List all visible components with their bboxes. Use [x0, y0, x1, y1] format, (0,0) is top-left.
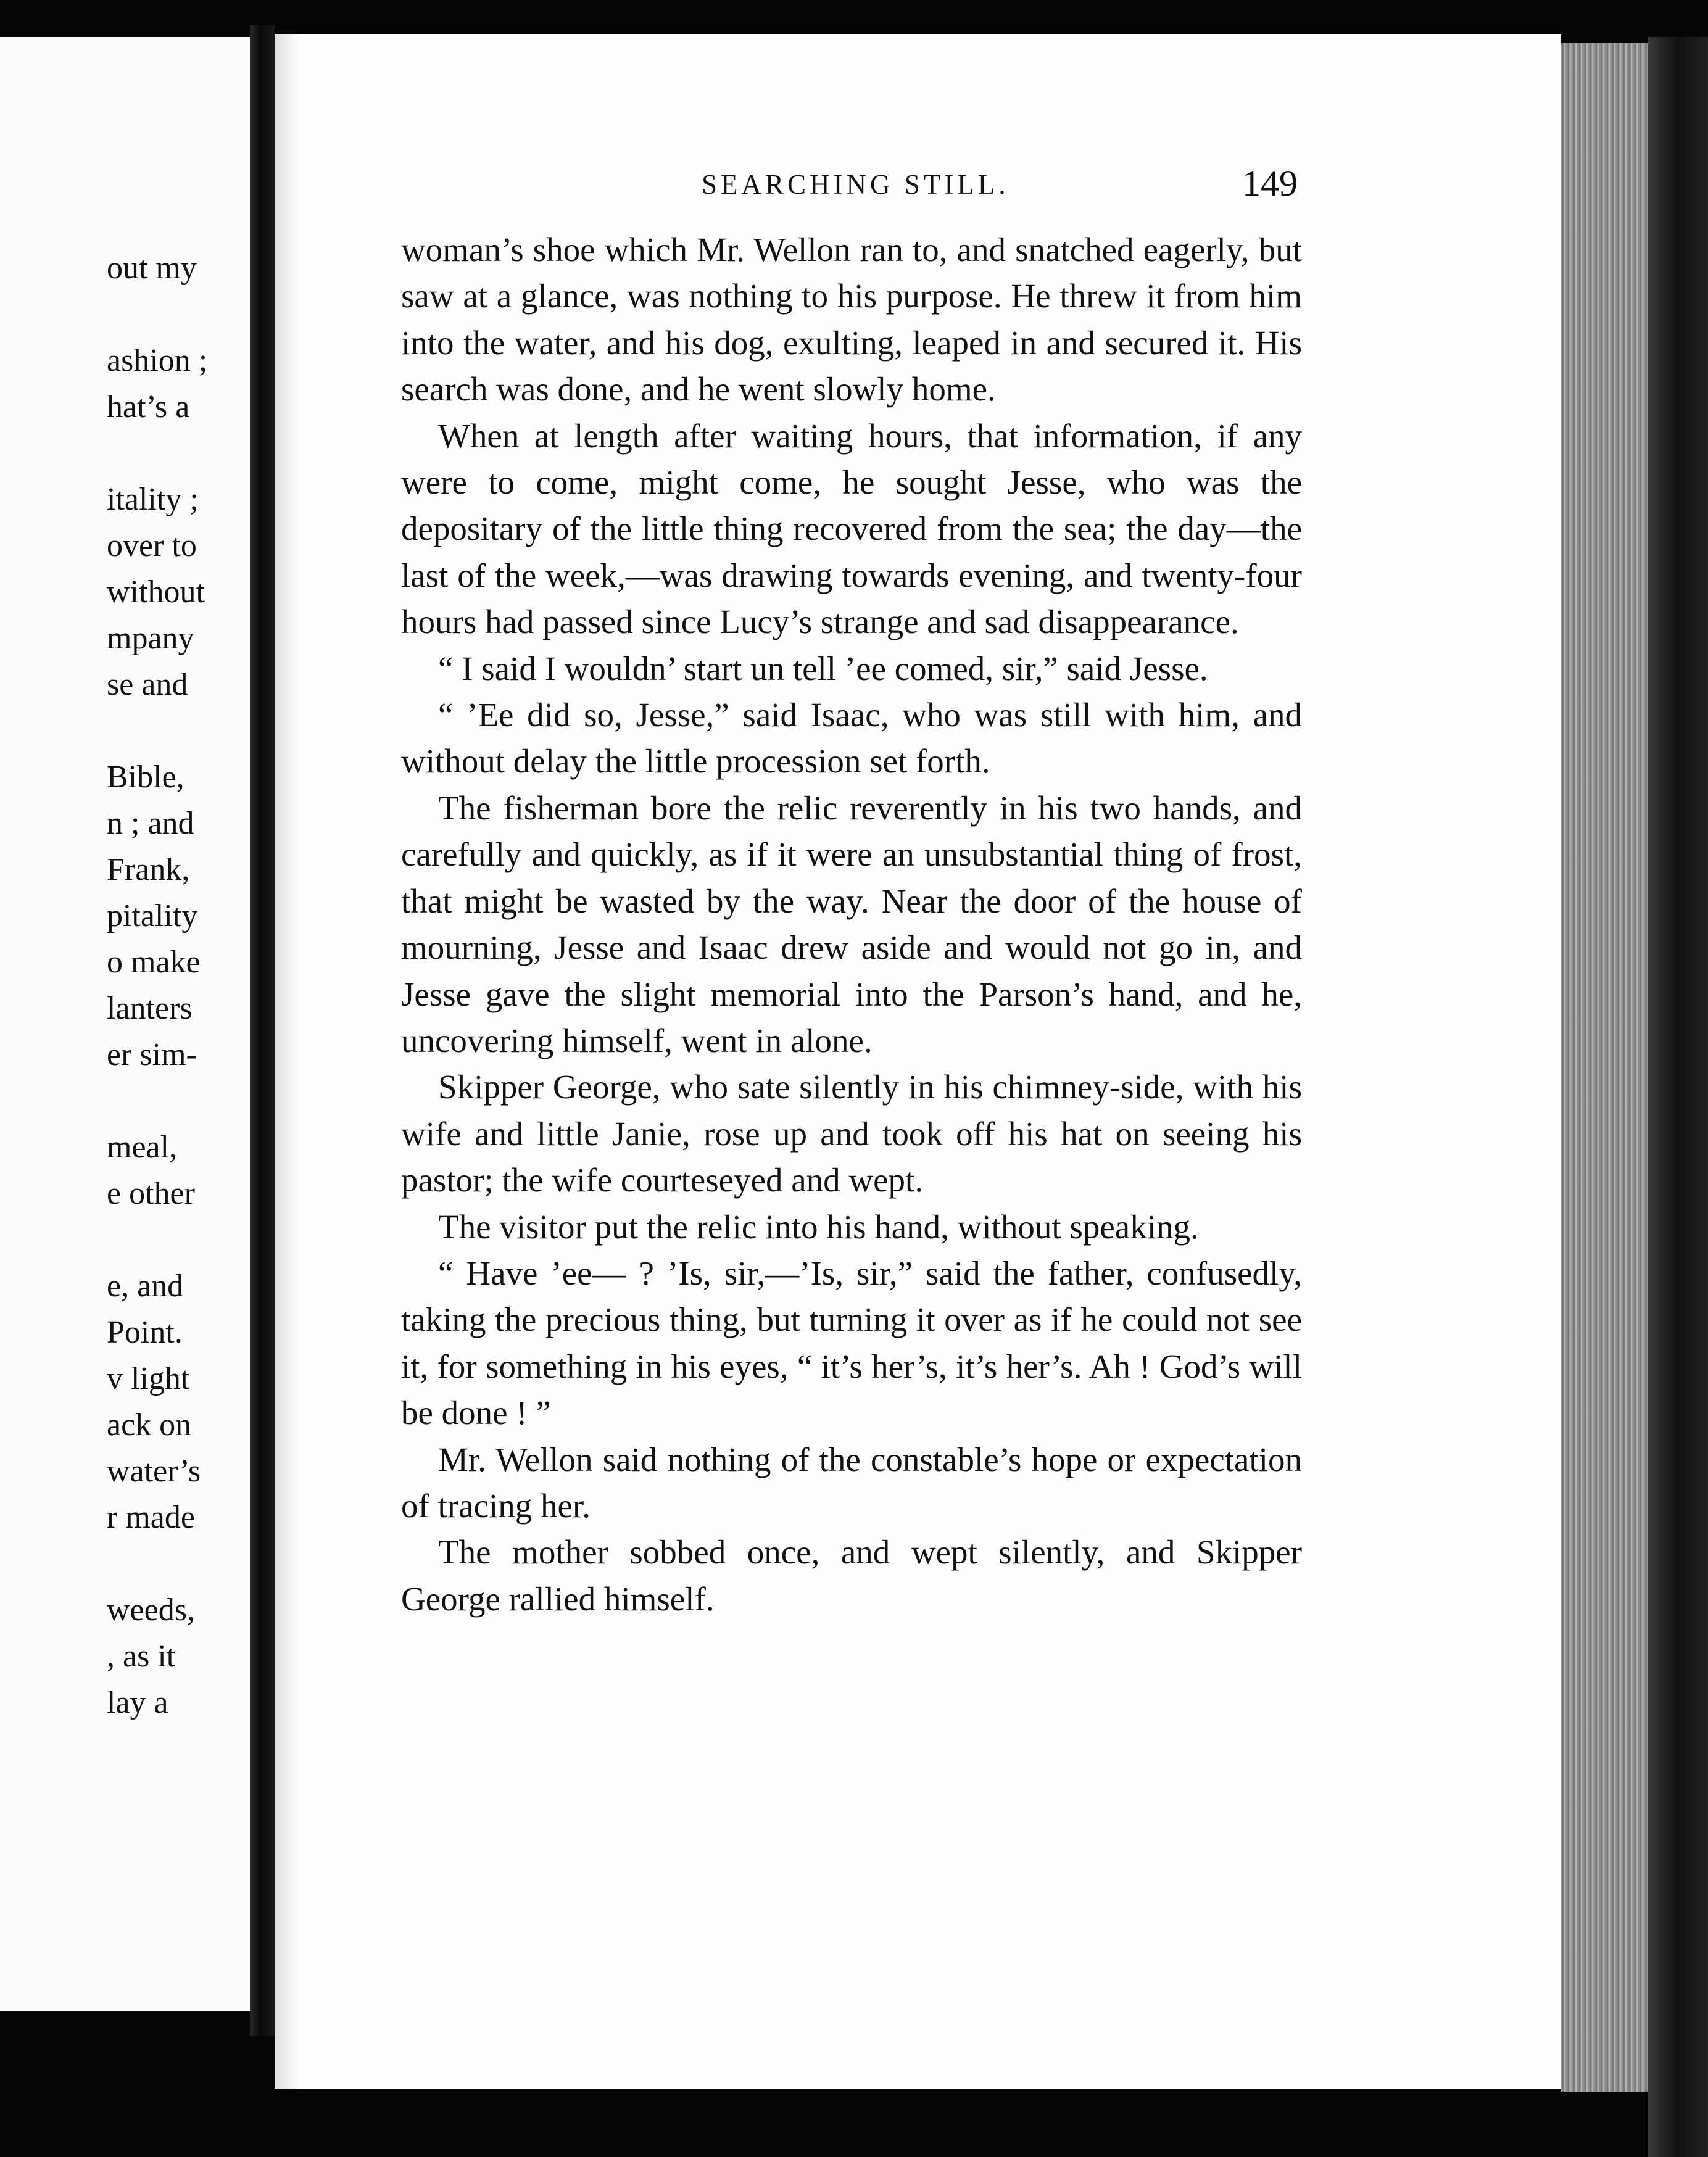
left-page-line: without [107, 574, 205, 610]
paragraph: woman’s shoe which Mr. Wellon ran to, and snatched eagerly, but saw at a glance, was nothing to his purpose. He threw it from him into the water, and his dog, exulting, leaped in and secured it. His search was done, and he went slowly home. [401, 231, 1302, 408]
left-page-line: lanters [107, 991, 193, 1026]
paragraph: The mother sobbed once, and wept silently, and Skipper George rallied himself. [401, 1533, 1302, 1618]
left-page-line: se and [107, 667, 188, 702]
left-page-line: Point. [107, 1315, 183, 1350]
paragraph: Skipper George, who sate silently in his chimney-side, with his wife and little Janie, rose up and took off his hat on seeing his pastor; the wife courteseyed and wept. [401, 1068, 1302, 1199]
left-page-line: e, and [107, 1269, 184, 1304]
paragraph: When at length after waiting hours, that information, if any were to come, might come, he sought Jesse, who was the depositary of the little thing recovered from the sea; the day—the last of the week,—was drawing towards evening, and twenty-four hours had passed since Lucy’s strange and sad disappearance. [401, 416, 1302, 641]
left-page-line: v light [107, 1361, 190, 1396]
paragraph: “ ’Ee did so, Jesse,” said Isaac, who was still with him, and without delay the little procession set forth. [401, 696, 1302, 780]
left-page-line: itality ; [107, 482, 199, 517]
left-page-line: n ; and [107, 806, 194, 841]
left-page-line: weeds, [107, 1592, 195, 1628]
left-page-line: , as it [107, 1639, 176, 1674]
left-page-line: o make [107, 945, 201, 980]
paragraph: The visitor put the relic into his hand, without speaking. [438, 1207, 1199, 1246]
page-number: 149 [1242, 163, 1298, 204]
left-page-line: er sim- [107, 1037, 197, 1072]
left-page-line: meal, [107, 1130, 178, 1165]
left-page-line: Frank, [107, 852, 190, 887]
paragraph: “ Have ’ee— ? ’Is, sir,—’Is, sir,” said the father, confusedly, taking the precious thing, but turning it over as if he could not see it, for something in his eyes, “ it’s her’s, it’s her’s. Ah ! God’s will be done ! ” [401, 1254, 1302, 1432]
running-header: SEARCHING STILL. [702, 169, 1009, 200]
left-page-line: mpany [107, 621, 194, 656]
paragraph: “ I said I wouldn’ start un tell ’ee comed, sir,” said Jesse. [438, 649, 1208, 687]
left-page-line: e other [107, 1176, 195, 1211]
left-page-line: ack on [107, 1407, 192, 1443]
body-text [401, 226, 1302, 1622]
page-edges [1561, 43, 1648, 2092]
left-page-line: lay a [107, 1685, 168, 1720]
left-page-line: Bible, [107, 760, 184, 795]
left-page-line: hat’s a [107, 389, 190, 424]
left-page-line: ashion ; [107, 343, 208, 378]
book-gutter [250, 25, 275, 2036]
book-cover-edge [1648, 37, 1708, 2157]
paragraph: The fisherman bore the relic reverently in his two hands, and carefully and quickly, as if it were an unsubstantial thing of frost, that might be wasted by the way. Near the door of the house of mourning, Jesse and Isaac drew aside and would not go in, and Jesse gave the slight memorial into the Parson’s hand, and he, uncovering himself, went in alone. [401, 789, 1302, 1059]
right-page [275, 34, 1561, 2089]
left-page-line: water’s [107, 1454, 201, 1489]
left-page [0, 37, 250, 2011]
left-page-line: r made [107, 1500, 195, 1535]
left-page-line: pitality [107, 898, 198, 934]
paragraph: Mr. Wellon said nothing of the constable’s hope or expectation of tracing her. [401, 1440, 1302, 1525]
left-page-line: out my [107, 250, 197, 286]
left-page-line: over to [107, 528, 197, 563]
